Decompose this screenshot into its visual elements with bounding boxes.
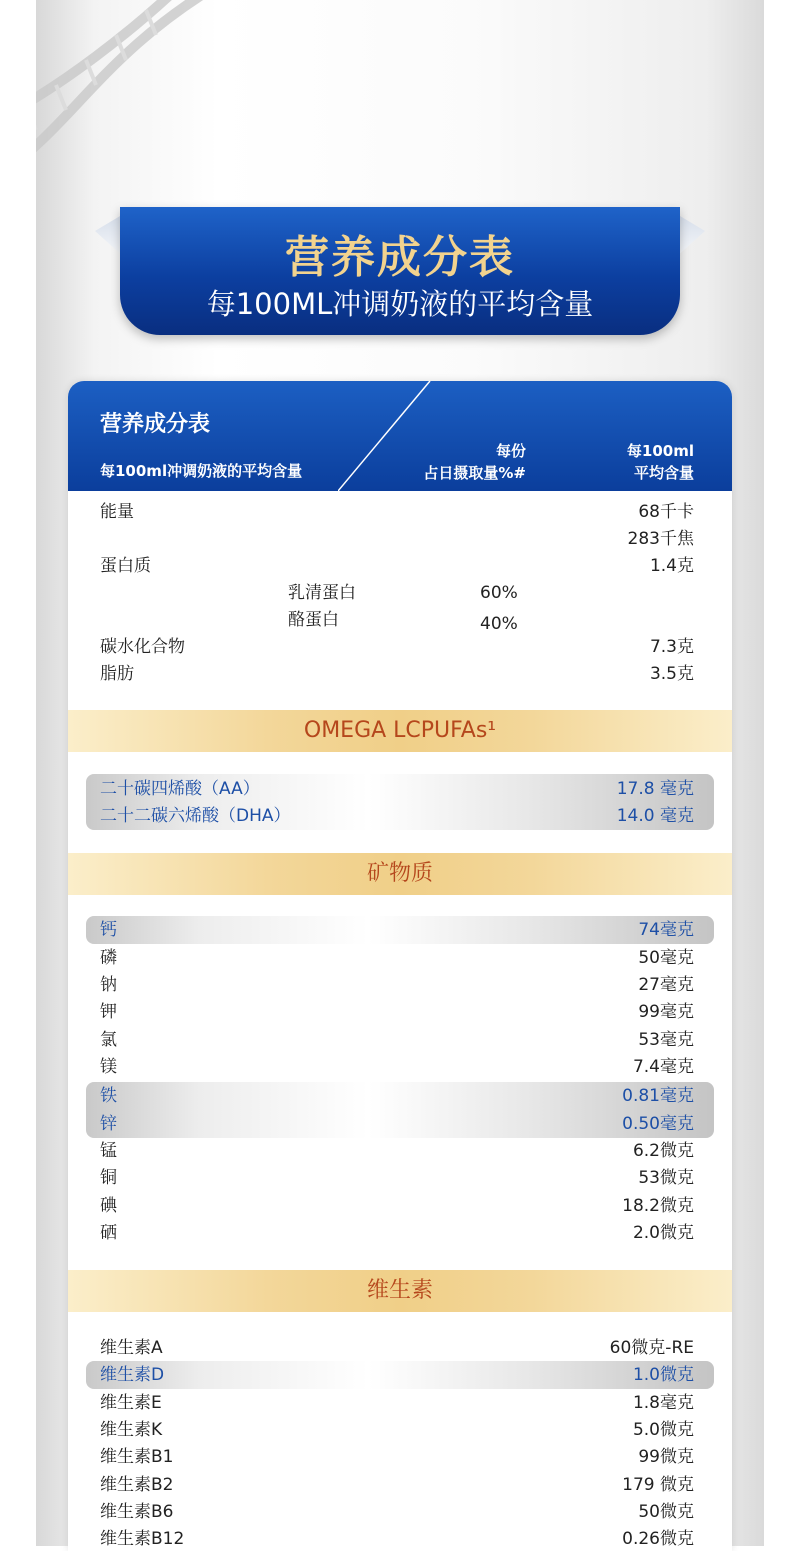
- row-name: 钙: [100, 920, 117, 940]
- row-name: 钾: [100, 1002, 117, 1022]
- table-row: [68, 776, 732, 803]
- section-header-vitamins: 维生素: [68, 1270, 732, 1312]
- section-header-omega: OMEGA LCPUFAs¹: [68, 710, 732, 752]
- row-value: 17.8 毫克: [616, 779, 694, 799]
- row-name: 二十二碳六烯酸（DHA）: [100, 806, 291, 826]
- table-row: [68, 972, 732, 999]
- row-name: 硒: [100, 1223, 117, 1243]
- table-row: [68, 803, 732, 830]
- table-row: [68, 499, 732, 526]
- row-value: 2.0微克: [632, 1223, 694, 1243]
- row-value: 14.0 毫克: [616, 806, 694, 826]
- row-value: 5.0微克: [632, 1420, 694, 1440]
- row-name: 维生素B6: [100, 1502, 174, 1522]
- row-value: 18.2微克: [622, 1196, 694, 1216]
- row-name: 维生素B1: [100, 1447, 174, 1467]
- row-name: 维生素D: [100, 1365, 165, 1385]
- table-subtitle: 每100ml冲调奶液的平均含量: [100, 462, 303, 480]
- table-row: [68, 1499, 732, 1526]
- row-value: 68千卡: [638, 502, 694, 522]
- row-name: 维生素K: [100, 1420, 163, 1440]
- table-row: [68, 526, 732, 553]
- table-header: [68, 381, 732, 491]
- row-value: 3.5克: [649, 664, 694, 684]
- table-row: [68, 1054, 732, 1081]
- row-name: 维生素B12: [100, 1529, 185, 1549]
- row-name: 维生素E: [100, 1393, 162, 1413]
- row-name: 脂肪: [100, 664, 134, 684]
- table-row: [68, 607, 732, 634]
- row-value: 7.4毫克: [632, 1057, 694, 1077]
- row-value: 60微克-RE: [609, 1338, 694, 1358]
- row-name: 铁: [100, 1086, 117, 1106]
- banner-title: 营养成分表: [285, 232, 515, 283]
- row-value: 0.26微克: [622, 1529, 694, 1549]
- row-value: 0.81毫克: [622, 1086, 694, 1106]
- row-name: 碳水化合物: [100, 637, 185, 657]
- table-row: [68, 999, 732, 1026]
- row-subname: 乳清蛋白: [288, 583, 356, 603]
- table-row: [68, 1444, 732, 1471]
- row-value: 53毫克: [638, 1030, 694, 1050]
- row-name: 磷: [100, 948, 117, 968]
- row-value: 50微克: [638, 1502, 694, 1522]
- row-value: 27毫克: [638, 975, 694, 995]
- row-name: 氯: [100, 1030, 117, 1050]
- row-value: 7.3克: [649, 637, 694, 657]
- table-row: [68, 1390, 732, 1417]
- row-name: 铜: [100, 1168, 117, 1188]
- row-value: 283千焦: [627, 529, 694, 549]
- section-header-minerals: 矿物质: [68, 853, 732, 895]
- table-title: 营养成分表: [100, 412, 211, 437]
- table-row: [68, 1027, 732, 1054]
- column-header-per-100ml-line2: 平均含量: [633, 464, 694, 482]
- table-row: [68, 1111, 732, 1138]
- row-value: 99毫克: [638, 1002, 694, 1022]
- row-name: 锌: [100, 1114, 117, 1134]
- table-row: [68, 1165, 732, 1192]
- row-name: 碘: [100, 1196, 117, 1216]
- table-row: [68, 917, 732, 944]
- row-value: 0.50毫克: [622, 1114, 694, 1134]
- column-header-daily-pct-line1: 每份: [495, 442, 526, 460]
- row-name: 锰: [100, 1141, 117, 1161]
- table-row: [68, 661, 732, 688]
- table-row: [68, 1193, 732, 1220]
- table-row: [68, 1220, 732, 1247]
- row-subname: 酪蛋白: [288, 610, 339, 630]
- row-percent: 60%: [480, 583, 518, 603]
- title-banner: [95, 207, 705, 337]
- dna-helix-decoration: [36, 0, 236, 180]
- row-name: 钠: [100, 975, 117, 995]
- table-row: [68, 1417, 732, 1444]
- table-row: [68, 634, 732, 661]
- row-value: 50毫克: [638, 948, 694, 968]
- table-row: [68, 1362, 732, 1389]
- row-value: 99微克: [638, 1447, 694, 1467]
- row-value: 1.0微克: [632, 1365, 694, 1385]
- table-row: [68, 580, 732, 607]
- banner-subtitle: 每100ML冲调奶液的平均含量: [206, 287, 594, 321]
- table-row: [68, 553, 732, 580]
- table-row: [68, 1083, 732, 1110]
- row-value: 1.8毫克: [632, 1393, 694, 1413]
- row-name: 维生素A: [100, 1338, 163, 1358]
- table-row: [68, 945, 732, 972]
- row-value: 53微克: [638, 1168, 694, 1188]
- row-value: 179 微克: [622, 1475, 694, 1495]
- row-name: 二十碳四烯酸（AA）: [100, 779, 260, 799]
- table-row: [68, 1138, 732, 1165]
- row-value: 74毫克: [638, 920, 694, 940]
- nutrition-table: [68, 381, 732, 1551]
- row-name: 蛋白质: [100, 556, 151, 576]
- column-header-per-100ml: [627, 440, 694, 484]
- column-header-per-100ml-line1: 每100ml: [626, 442, 694, 460]
- column-header-daily-pct: [423, 440, 526, 484]
- column-header-daily-pct-line2: 占日摄取量%#: [423, 464, 526, 482]
- table-row: [68, 1472, 732, 1499]
- table-row: [68, 1526, 732, 1551]
- row-name: 能量: [100, 502, 134, 522]
- row-value: 6.2微克: [632, 1141, 694, 1161]
- row-name: 镁: [100, 1057, 117, 1077]
- row-name: 维生素B2: [100, 1475, 174, 1495]
- row-value: 1.4克: [649, 556, 694, 576]
- table-row: [68, 1335, 732, 1362]
- row-percent: 40%: [480, 614, 518, 634]
